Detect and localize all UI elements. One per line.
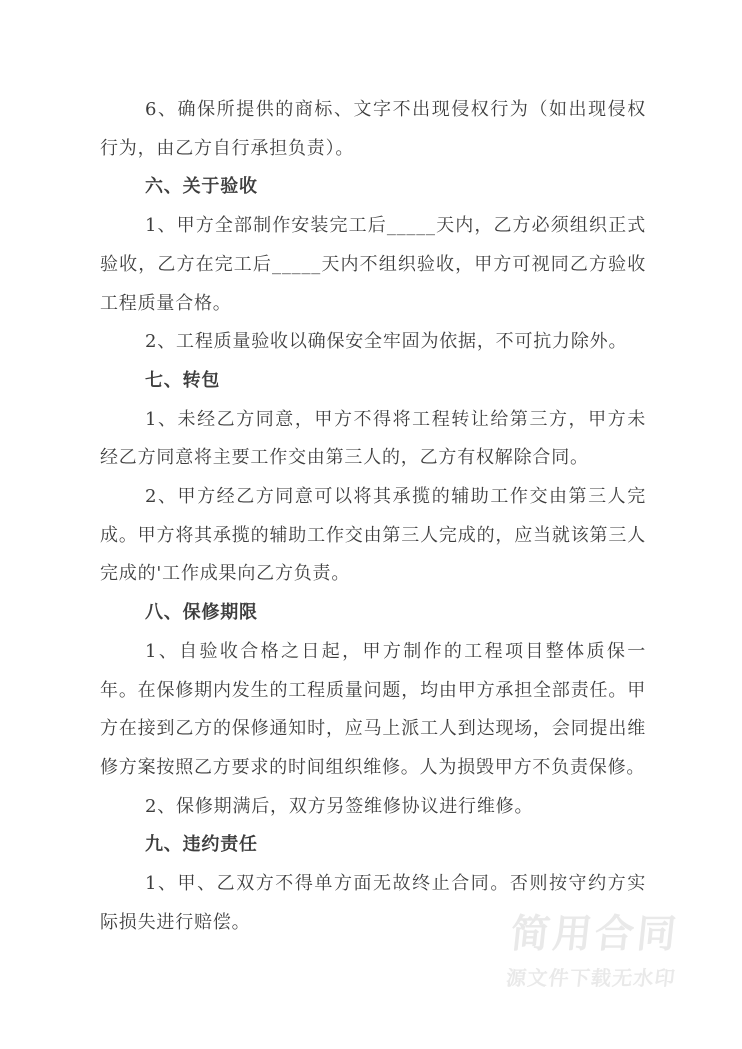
section-heading-acceptance: 六、关于验收 — [145, 176, 258, 198]
clause-warranty-1: 1、自验收合格之日起，甲方制作的工程项目整体质保一年。在保修期内发生的工程质量问题，均由甲方承担全部责任。甲方在接到乙方的保修通知时，应马上派工人到达现场，会同提出维修方案按照乙方要求的时间组织维修。人为损毁甲方不负责保修。 — [100, 640, 646, 778]
clause-subcontract-1: 1、未经乙方同意，甲方不得将工程转让给第三方，甲方未经乙方同意将主要工作交由第三人的，乙方有权解除合同。 — [100, 408, 646, 469]
section-heading-breach: 九、违约责任 — [145, 834, 258, 856]
clause-subcontract-2: 2、甲方经乙方同意可以将其承揽的辅助工作交由第三人完成。甲方将其承揽的辅助工作交由第三人完成的，应当就该第三人完成的'工作成果向乙方负责。 — [100, 486, 646, 585]
watermark-title: 简用合同 — [508, 912, 682, 957]
clause-breach-1: 1、甲、乙双方不得单方面无故终止合同。否则按守约方实际损失进行赔偿。 — [100, 873, 646, 933]
clause-acceptance-2: 2、工程质量验收以确保安全牢固为依据，不可抗力除外。 — [145, 331, 628, 353]
section-heading-warranty: 八、保修期限 — [145, 602, 258, 624]
section-heading-subcontract: 七、转包 — [145, 369, 221, 391]
clause-acceptance-1: 1、甲方全部制作安装完工后_____天内，乙方必须组织正式验收，乙方在完工后_____天内不组织验收，甲方可视同乙方验收工程质量合格。 — [100, 215, 646, 314]
contract-body — [100, 91, 646, 942]
watermark-subtitle: 源文件下载无水印 — [504, 966, 678, 990]
watermark — [504, 912, 682, 990]
clause-6-continuation: 6、确保所提供的商标、文字不出现侵权行为（如出现侵权行为，由乙方自行承担负责）。 — [100, 99, 646, 159]
clause-warranty-2: 2、保修期满后，双方另签维修协议进行维修。 — [145, 795, 534, 817]
